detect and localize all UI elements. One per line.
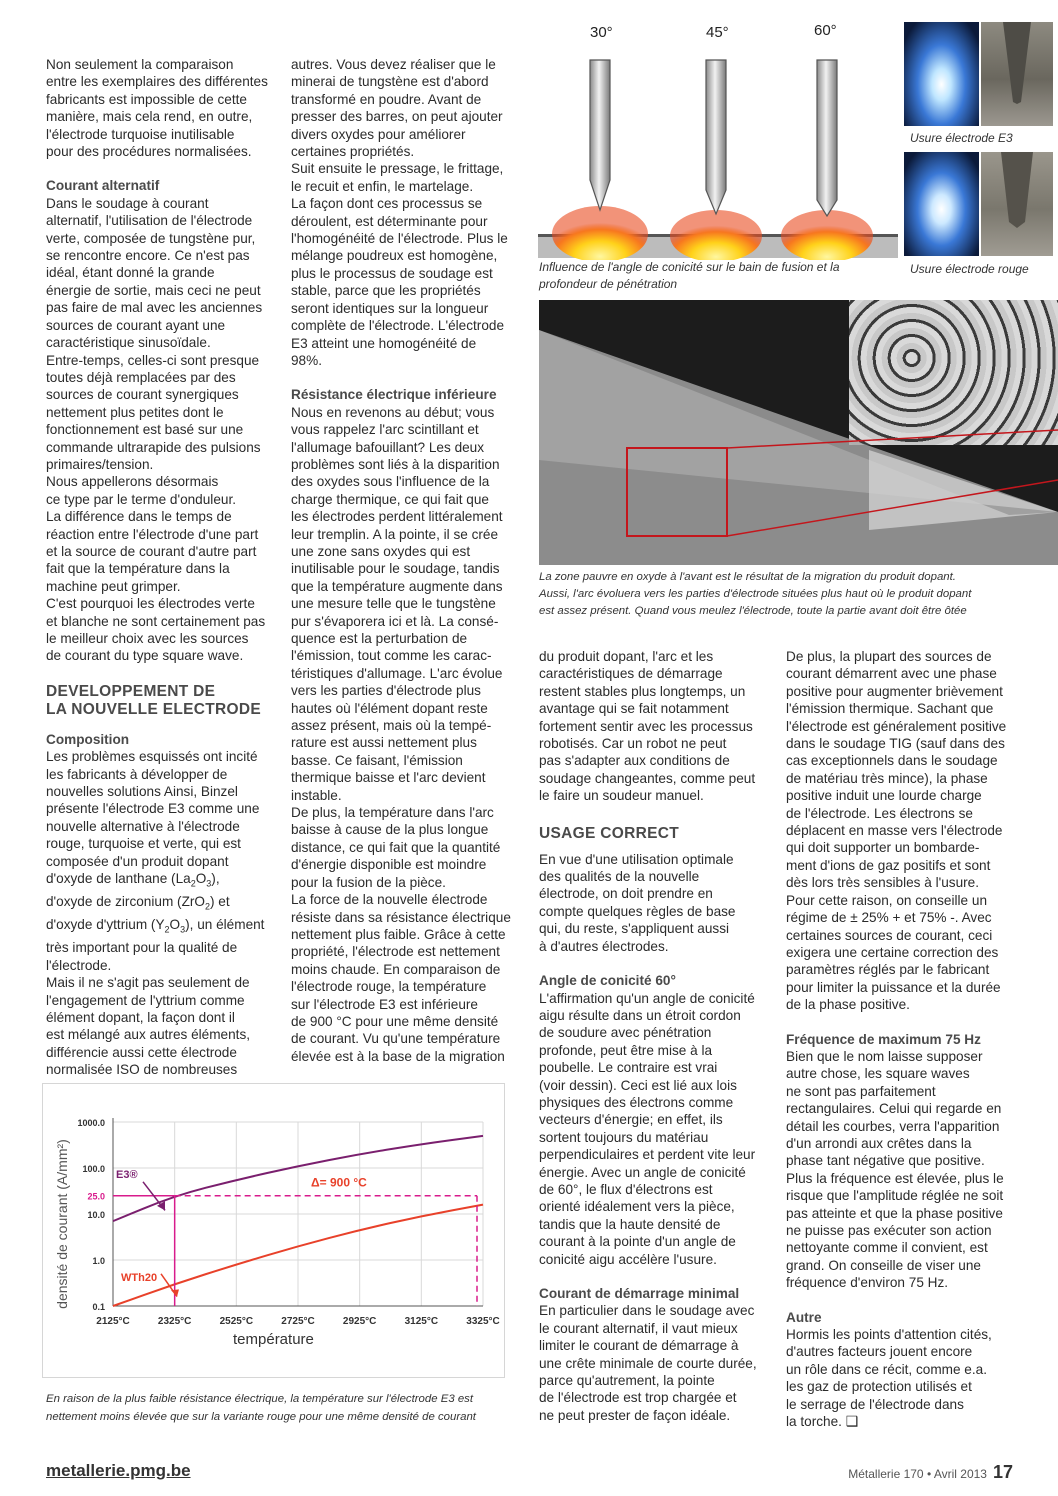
- column4-paragraph-a: De plus, la plupart des sources de courant démarrent avec une phase positive pour augmenter brièvement l'émission thermique. Sachant que l'électrode est généralement positive dans le soudage TIG (sauf dans des cas exceptionnels dans le soudage de matériau très mince), la phase positive induit une lourde charge de l'électrode. Les électrons se déplacent en masse vers l'électrode qui doit supporter un bombarde- ment d'ions de gaz positifs et sont dès lors très sensibles à l'usure. Pour cette raison, on conseille un régime de ± 25% + et 75% -. Avec certaines sources de courant, ceci exigera une certaine correction des paramètres réglés par le fabricant pour limiter la puissance et la durée de la phase positive.: [786, 649, 1007, 1013]
- series-label-wth20: WTh20: [121, 1271, 158, 1284]
- start-current-paragraph: En particulier dans le soudage avec le courant alternatif, il vaut mieux limiter le courant de démarrage à une crête minimale de courte durée, parce qu'autrement, la pointe de l'électrode est trop chargée et ne peut prester de façon idéale.: [539, 1303, 757, 1423]
- resistance-heading: Résistance électrique inférieure: [291, 387, 497, 403]
- angle-heading: Angle de conicité 60°: [539, 973, 676, 989]
- column-4: [786, 648, 1022, 1430]
- end-mark: ❑: [845, 1413, 859, 1430]
- current-density-chart: [43, 1084, 504, 1377]
- other-heading: Autre: [786, 1309, 822, 1325]
- micro-photo: [539, 300, 1058, 565]
- y-text-2: O: [169, 917, 181, 933]
- zr-text-2: ) et: [210, 894, 230, 910]
- column-2: [291, 56, 527, 1065]
- wear-photos: [904, 22, 1054, 282]
- x-tick-label: 2925°C: [342, 1316, 377, 1327]
- dev-heading-line1: DEVELOPPEMENT DE: [46, 682, 216, 700]
- footer-issue-text: Métallerie 170 • Avril 2013: [848, 1467, 987, 1481]
- la-text-2: O: [195, 871, 207, 887]
- weld-pool-60: [781, 210, 873, 260]
- y-sub-3: 3: [180, 925, 186, 936]
- y-tick-label: 1000.0: [77, 1118, 105, 1128]
- usage-heading: USAGE CORRECT: [539, 824, 679, 842]
- ac-heading: Courant alternatif: [46, 178, 160, 194]
- ac-paragraph: Dans le soudage à courant alternatif, l'utilisation de l'électrode verte, composée de tungstène pur, se rencontre encore. Ce n'est pas idéal, étant donné la grande énergie de sortie, mais ceci ne peut pas faire de mal avec les anciennes sources de courant ayant une caractéristique sinusoïdale. Entre-temps, celles-ci sont presque toutes déjà remplacées par des sources de courant synergiques nettement plus petites dont le fonctionnement est basé sur une commande ultrarapide des pulsions primaires/tension. Nous appellerons désormais ce type par le terme d'onduleur. La différence dans le temps de réaction entre l'électrode d'une part et la source de courant d'autre part fait que la température dans la machine peut grimper. C'est pourquoi les électrodes verte et blanche ne sont certainement pas le meilleur choix avec les sources de courant du type square wave.: [46, 195, 266, 664]
- tip-photo-e3: [981, 22, 1053, 126]
- column-1: [46, 56, 278, 1079]
- micro-photo-caption: La zone pauvre en oxyde à l'avant est le résultat de la migration du produit dopant. Aussi, l'arc évoluera vers les parties d'électrode situées plus haut où le produit dopant est assez présent. Quand vous meulez l'électrode, toute la partie avant doit être ôtée: [539, 571, 972, 617]
- x-tick-label: 2325°C: [157, 1316, 192, 1327]
- dev-heading-line2: LA NOUVELLE ELECTRODE: [46, 700, 261, 718]
- other-paragraph: [786, 1326, 1022, 1430]
- angle-figure: [538, 14, 898, 260]
- delta-annotation: Δ= 900 °C: [311, 1175, 367, 1190]
- level-label: 25.0: [87, 1191, 105, 1202]
- electrode-30: [552, 60, 648, 260]
- y-axis-label: densité de courant (A/mm²): [54, 1139, 70, 1309]
- worn-tip-red-icon: [981, 152, 1053, 256]
- x-tick-label: 2525°C: [219, 1316, 254, 1327]
- arc-photo-e3: [904, 22, 979, 126]
- angle-label-30: 30°: [590, 24, 613, 41]
- composition-line-y: [46, 916, 278, 939]
- x-tick-label: 2125°C: [96, 1316, 130, 1327]
- label-wear-e3: Usure électrode E3: [910, 131, 1013, 145]
- usage-paragraph: En vue d'une utilisation optimale des qualités de la nouvelle électrode, on doit prendre en compte quelques règles de base qui, du reste, s'appliquent aussi à d'autres électrodes.: [539, 851, 736, 954]
- composition-line-zr: [46, 893, 278, 916]
- angle-figure-caption: Influence de l'angle de conicité sur le bain de fusion et la profondeur de pénétration: [539, 260, 840, 291]
- y-tick-label: 100.0: [82, 1164, 105, 1174]
- y-text-3: ), un élément: [185, 917, 265, 933]
- composition-line-la: [46, 870, 278, 893]
- la-sub-3: 3: [206, 878, 212, 889]
- y-tick-label: 0.1: [92, 1302, 105, 1312]
- resistance-paragraph: Nous en revenons au début; vous vous rappelez l'arc scintillant et l'allumage bafouillant? Les deux problèmes sont liés à la disparition des oxydes sous l'influence de la charge thermique, ce qui fait que les électrodes perdent littéralement leur tremplin. A la pointe, il se crée une zone sans oxydes qui est inutilisable pour le soudage, tandis que la température augmente dans une mesure telle que le tungstène pur s'évaporera ici et là. La consé- quence est la perturbation de l'émission, tout comme les carac- téristiques d'allumage. L'arc évolue vers les parties d'électrode plus hautes où l'élément dopant reste assez présent, mais où la tempé- rature est aussi nettement plus basse. Ce faisant, l'émission thermique baisse et l'arc devient instable. De plus, la température dans l'arc baisse à cause de la plus longue distance, ce qui fait que la quantité d'énergie disponible est moindre pour la fusion de la pièce. La force de la nouvelle électrode résiste dans sa résistance électrique nettement plus faible. Grâce à cette propriété, l'électrode est nettement moins chaude. En comparaison de l'électrode rouge, la température sur l'électrode E3 est inférieure de 900 °C pour une même densité de courant. Vu qu'une température élevée est à la base de la migration: [291, 404, 511, 1064]
- composition-paragraph-a: Les problèmes esquissés ont incité les fabricants à développer de nouvelles solutions Ainsi, Binzel présente l'électrode E3 comme une nouvelle alternative à l'électrode rouge, turquoise et verte, qui est composée d'un produit dopant: [46, 749, 260, 869]
- y-tick-label: 10.0: [87, 1210, 105, 1220]
- start-current-heading: Courant de démarrage minimal: [539, 1286, 740, 1301]
- tip-photo-red: [981, 152, 1053, 256]
- column3-paragraph-a: du produit dopant, l'arc et les caractéristiques de démarrage restent stables plus longtemps, un avantage qui se fait notamment fortement sentir avec les processus robotisés. Car un robot ne peut pas s'adapter aux conditions de soudage changeantes, comme peut le faire un soudeur manuel.: [539, 649, 756, 804]
- la-sub-2: 2: [190, 878, 196, 889]
- angle-label-60: 60°: [814, 22, 837, 39]
- worn-tip-e3-icon: [981, 22, 1053, 126]
- zr-sub-2: 2: [204, 901, 210, 912]
- x-tick-label: 2725°C: [281, 1316, 315, 1327]
- x-axis-label: température: [233, 1331, 314, 1348]
- x-tick-label: 3325°C: [466, 1316, 500, 1327]
- column-3: [539, 648, 775, 1424]
- chart-box: [42, 1083, 505, 1378]
- label-wear-red: Usure électrode rouge: [910, 262, 1029, 276]
- la-text-3: ),: [211, 871, 220, 887]
- la-text-1: d'oxyde de lanthane (La: [46, 871, 191, 887]
- weld-pool-45: [670, 210, 762, 260]
- composition-heading: Composition: [46, 731, 130, 747]
- frequency-heading: Fréquence de maximum 75 Hz: [786, 1031, 981, 1047]
- chart-caption: En raison de la plus faible résistance électrique, la température sur l'électrode E3 est nettement moins élevée que sur la variante rouge pour une même densité de courant: [46, 1393, 476, 1423]
- angle-paragraph: L'affirmation qu'un angle de conicité aigu résulte dans un étroit cordon de soudure avec pénétration profonde, peut être mise à la poubelle. Le contraire est vrai (voir dessin). Ceci est lié aux lois physiques des électrons comme vecteurs d'énergie; en effet, ils sortent toujours du matériau perpendiculaires et perdent vite leur énergie. Avec un angle de conicité de 60°, le flux d'électrons est orienté idéalement vers la pièce, tandis que la haute densité de courant à la pointe d'un angle de conicité aigu accélère l'usure.: [539, 990, 756, 1267]
- y-sub-2: 2: [164, 925, 170, 936]
- intro-paragraph: Non seulement la comparaison entre les exemplaires des différentes fabricants est impossible de cette manière, mais cela rend, en outre, l'électrode turquoise inutilisable pour des procédures normalisées.: [46, 57, 268, 160]
- footer-website[interactable]: metallerie.pmg.be: [46, 1461, 191, 1480]
- column2-paragraph-a: autres. Vous devez réaliser que le minerai de tungstène est d'abord transformé en poudre. Avant de presser des barres, on peut ajouter divers oxydes pour améliorer certaines propriétés. Suit ensuite le pressage, le frittage, le recuit et enfin, le martelage. La façon dont ces processus se déroulent, est déterminante pour l'homogénéité de l'électrode. Plus le mélange poudreux est homogène, plus le processus de soudage est stable, parce que les propriétés seront identiques sur la longueur complète de l'électrode. L'électrode E3 atteint une homogénéité de 98%.: [291, 57, 508, 368]
- series-label-e3: E3®: [116, 1169, 138, 1182]
- micro-electrode-drawing: [539, 300, 1058, 565]
- x-tick-label: 3125°C: [404, 1316, 439, 1327]
- zr-text-1: d'oxyde de zirconium (ZrO: [46, 894, 205, 910]
- composition-paragraph-e: très important pour la qualité de l'électrode. Mais il ne s'agit pas seulement de l'engagement de l'yttrium comme élément dopant, la façon dont il est mélangé aux autres éléments, différencie aussi cette électrode normalisée ISO de nombreuses: [46, 940, 251, 1078]
- frequency-paragraph: Bien que le nom laisse supposer autre chose, les square waves ne sont pas parfaitement rectangulaires. Celui qui regarde en détail les courbes, verra l'apparition d'un arrondi aux crêtes dans la phase tant négative que positive. Plus la fréquence est élevée, plus le risque que l'amplitude réglée ne soit pas atteinte et que la phase positive ne puisse pas exécuter son action nettoyante comme il convient, est grand. On conseille de viser une fréquence d'environ 75 Hz.: [786, 1048, 1004, 1291]
- footer-issue: [848, 1462, 1013, 1483]
- other-text: Hormis les points d'attention cités, d'autres facteurs jouent encore un rôle dans ce récit, comme e.a. les gaz de protection utilisés et le serrage de l'électrode dans la torche.: [786, 1327, 992, 1430]
- electrode-60: [781, 60, 873, 260]
- page-number: 17: [992, 1462, 1013, 1482]
- weld-pool-30: [552, 206, 648, 260]
- arc-photo-red: [904, 152, 979, 256]
- dev-heading: [46, 683, 278, 719]
- electrode-45: [670, 60, 762, 260]
- y-text-1: d'oxyde d'yttrium (Y: [46, 917, 165, 933]
- angle-label-45: 45°: [706, 24, 729, 41]
- y-tick-label: 1.0: [92, 1256, 105, 1266]
- electrode-cones-drawing: [538, 14, 898, 260]
